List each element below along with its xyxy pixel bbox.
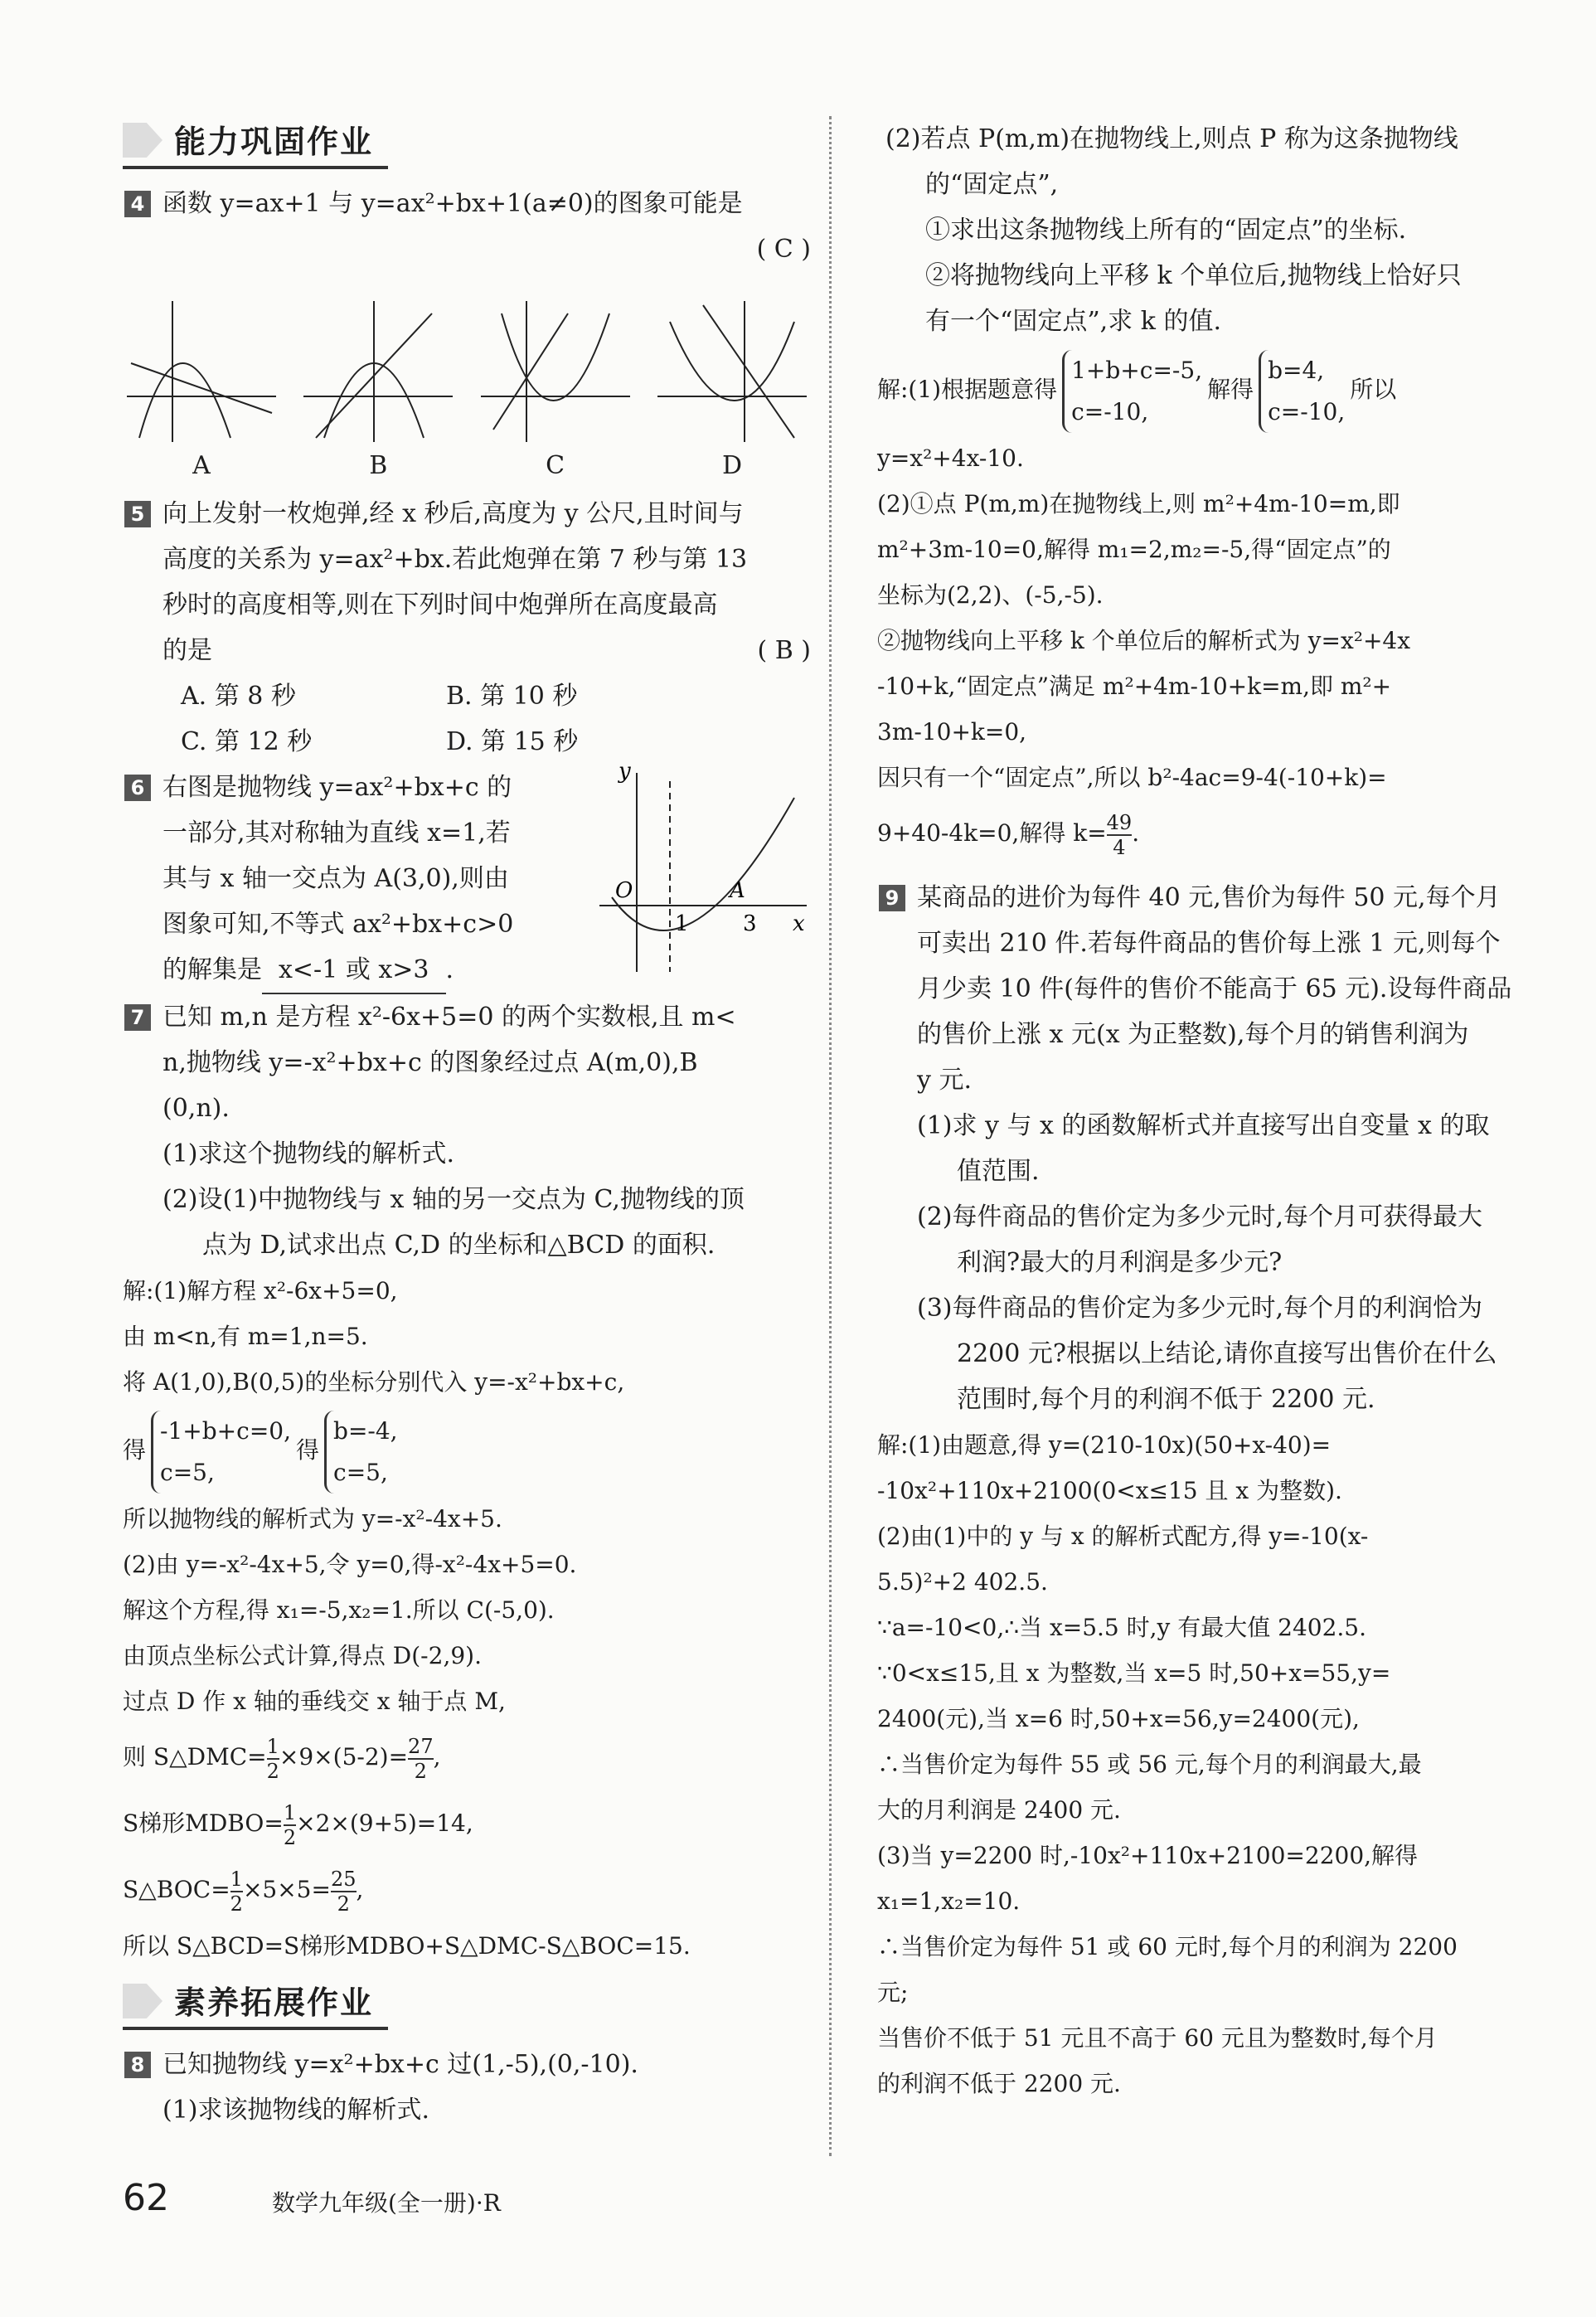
area-boc: S△BOC= $\frac{1}{2}$ ×5×5= $\frac{25}{2}$ , bbox=[123, 1867, 364, 1916]
question-number: 9 bbox=[879, 885, 905, 911]
sub-question: 值范围. bbox=[957, 1157, 1040, 1186]
solution-line: (2)①点 P(m,m)在抛物线上,则 m²+4m-10=m,即 bbox=[877, 490, 1400, 517]
solution-line: 大的月利润是 2400 元. bbox=[877, 1796, 1121, 1824]
sub-question: (1)求该抛物线的解析式. bbox=[163, 2096, 430, 2125]
question-6 bbox=[123, 765, 811, 994]
sub-question: 的“固定点”, bbox=[925, 170, 1059, 199]
question-7 bbox=[123, 994, 811, 1268]
solution-system: 得 -1+b+c=0, c=5, 得 b=-4, c=5, bbox=[123, 1405, 811, 1496]
solution-line: 9+40-4k=0,解得 k= $\frac{49}{4}$ . bbox=[877, 810, 1140, 859]
question-8-continued bbox=[877, 116, 1540, 344]
solution-line: ∴当售价定为每件 51 或 60 元时,每个月的利润为 2200 bbox=[877, 1933, 1458, 1960]
sub-question: ②将抛物线向上平移 k 个单位后,抛物线上恰好只 bbox=[925, 261, 1462, 290]
graph-option-d bbox=[653, 297, 811, 483]
q8-solution bbox=[877, 344, 1540, 867]
solution-line: ∵0<x≤15,且 x 为整数,当 x=5 时,50+x=55,y= bbox=[877, 1659, 1391, 1687]
solution-line: 由 m<n,有 m=1,n=5. bbox=[123, 1323, 368, 1350]
solution-line: y=x²+4x-10. bbox=[877, 444, 1024, 472]
solution-line: ∵a=-10<0,∴当 x=5.5 时,y 有最大值 2402.5. bbox=[877, 1614, 1367, 1641]
question-5 bbox=[123, 491, 811, 673]
section-arrow-icon bbox=[123, 123, 163, 158]
solution-line: 所以抛物线的解析式为 y=-x²-4x+5. bbox=[123, 1505, 502, 1533]
graph-label: C bbox=[546, 451, 565, 480]
option-d: D. 第 15 秒 bbox=[446, 727, 579, 756]
right-column bbox=[877, 116, 1540, 2106]
solution-line: 的利润不低于 2200 元. bbox=[877, 2070, 1121, 2097]
question-text-line: n,抛物线 y=-x²+bx+c 的图象经过点 A(m,0),B bbox=[163, 1048, 698, 1077]
question-text-line: 一部分,其对称轴为直线 x=1,若 bbox=[163, 818, 511, 848]
question-number: 4 bbox=[124, 191, 151, 217]
solution-line: 3m-10+k=0, bbox=[877, 718, 1027, 746]
solution-line: 由顶点坐标公式计算,得点 D(-2,9). bbox=[123, 1642, 482, 1669]
question-text-line: 高度的关系为 y=ax²+bx.若此炮弹在第 7 秒与第 13 bbox=[163, 545, 748, 574]
question-text-line: 图象可知,不等式 ax²+bx+c>0 bbox=[163, 910, 514, 939]
solution-line: ∴当售价定为每件 55 或 56 元,每个月的利润最大,最 bbox=[877, 1751, 1422, 1778]
solution-line: 5.5)²+2 402.5. bbox=[877, 1568, 1048, 1596]
tick-label-3: 3 bbox=[743, 911, 757, 936]
graph-option-b bbox=[299, 297, 457, 483]
sub-question: 2200 元?根据以上结论,请你直接写出售价在什么 bbox=[957, 1339, 1497, 1368]
sub-question: (1)求 y 与 x 的函数解析式并直接写出自变量 x 的取 bbox=[917, 1111, 1490, 1140]
q4-graph-options bbox=[123, 297, 811, 483]
question-text-line: 某商品的进价为每件 40 元,售价为每件 50 元,每个月 bbox=[917, 883, 1501, 912]
equation-system: b=4, c=-10, bbox=[1259, 350, 1345, 433]
graph-d-plot bbox=[653, 297, 811, 446]
question-number: 8 bbox=[124, 2052, 151, 2078]
solution-line: (2)由 y=-x²-4x+5,令 y=0,得-x²-4x+5=0. bbox=[123, 1551, 577, 1578]
q7-solution bbox=[123, 1268, 811, 1969]
graph-option-c bbox=[477, 297, 634, 483]
question-text-line: 右图是抛物线 y=ax²+bx+c 的 bbox=[163, 773, 512, 802]
question-text-line: 向上发射一枚炮弹,经 x 秒后,高度为 y 公尺,且时间与 bbox=[163, 499, 744, 528]
question-text-line: 月少卖 10 件(每件的售价不能高于 65 元).设每件商品 bbox=[917, 974, 1512, 1003]
answer: ( B ) bbox=[757, 636, 811, 665]
sub-question: 点为 D,试求出点 C,D 的坐标和△BCD 的面积. bbox=[202, 1231, 716, 1260]
answer: ( C ) bbox=[756, 235, 811, 264]
sub-question: 有一个“固定点”,求 k 的值. bbox=[925, 307, 1221, 336]
equation-system: 1+b+c=-5, c=-10, bbox=[1062, 350, 1202, 433]
footer-book-title: 数学九年级(全一册)·R bbox=[272, 2189, 501, 2217]
question-text: 已知抛物线 y=x²+bx+c 过(1,-5),(0,-10). bbox=[163, 2050, 638, 2079]
question-8 bbox=[123, 2042, 811, 2133]
section-header-ability bbox=[123, 116, 811, 174]
sub-question: (2)设(1)中抛物线与 x 轴的另一交点为 C,抛物线的顶 bbox=[163, 1185, 745, 1214]
question-text-line: 其与 x 轴一交点为 A(3,0),则由 bbox=[163, 864, 509, 893]
graph-a-plot bbox=[123, 297, 280, 446]
area-dmc: 则 S△DMC= $\frac{1}{2}$ ×9×(5-2)= $\frac{27}{2}$ , bbox=[123, 1734, 441, 1783]
question-text-line: 的解集是 x<-1 或 x>3 . bbox=[163, 947, 811, 994]
equation-system: -1+b+c=0, c=5, bbox=[151, 1411, 291, 1494]
question-text-line: 的售价上涨 x 元(x 为正整数),每个月的销售利润为 bbox=[917, 1020, 1469, 1049]
solution-line: m²+3m-10=0,解得 m₁=2,m₂=-5,得“固定点”的 bbox=[877, 536, 1391, 563]
sub-question: 利润?最大的月利润是多少元? bbox=[957, 1248, 1283, 1277]
solution-line: 2400(元),当 x=6 时,50+x=56,y=2400(元), bbox=[877, 1705, 1360, 1732]
sub-question: (2)每件商品的售价定为多少元时,每个月可获得最大 bbox=[917, 1202, 1483, 1231]
section-title: 素养拓展作业 bbox=[174, 1984, 374, 2021]
origin-label: O bbox=[615, 878, 633, 903]
solution-line: 过点 D 作 x 轴的垂线交 x 轴于点 M, bbox=[123, 1688, 506, 1715]
q5-options bbox=[123, 673, 811, 765]
solution-line: 将 A(1,0),B(0,5)的坐标分别代入 y=-x²+bx+c, bbox=[123, 1368, 625, 1396]
solution-line: ②抛物线向上平移 k 个单位后的解析式为 y=x²+4x bbox=[877, 627, 1411, 654]
solution-line: (3)当 y=2200 时,-10x²+110x+2100=2200,解得 bbox=[877, 1842, 1419, 1869]
x-axis-label: x bbox=[793, 911, 805, 936]
solution-line: 解:(1)解方程 x²-6x+5=0, bbox=[123, 1277, 398, 1304]
solution-line: 解:(1)由题意,得 y=(210-10x)(50+x-40)= bbox=[877, 1431, 1332, 1459]
solution-line: 因只有一个“固定点”,所以 b²-4ac=9-4(-10+k)= bbox=[877, 764, 1387, 791]
question-text-line: 已知 m,n 是方程 x²-6x+5=0 的两个实数根,且 m< bbox=[163, 1003, 736, 1032]
answer-blank: x<-1 或 x>3 bbox=[262, 947, 446, 994]
solution-line: -10x²+110x+2100(0<x≤15 且 x 为整数). bbox=[877, 1477, 1342, 1504]
question-text: 函数 y=ax+1 与 y=ax²+bx+1(a≠0)的图象可能是 bbox=[163, 189, 743, 218]
sub-question: (3)每件商品的售价定为多少元时,每个月的利润恰为 bbox=[917, 1294, 1483, 1323]
section-title: 能力巩固作业 bbox=[174, 124, 374, 160]
solution-line: 坐标为(2,2)、(-5,-5). bbox=[877, 581, 1104, 609]
graph-b-plot bbox=[299, 297, 457, 446]
left-column bbox=[123, 116, 811, 2133]
equation-system: b=-4, c=5, bbox=[324, 1411, 398, 1494]
area-mdbo: S梯形MDBO= $\frac{1}{2}$ ×2×(9+5)=14, bbox=[123, 1800, 473, 1849]
tick-label-1: 1 bbox=[675, 911, 689, 936]
question-number: 5 bbox=[124, 501, 151, 527]
question-4 bbox=[123, 181, 811, 272]
question-text-line: 可卖出 210 件.若每件商品的售价每上涨 1 元,则每个 bbox=[917, 929, 1501, 958]
graph-option-a bbox=[123, 297, 280, 483]
graph-label: D bbox=[721, 451, 743, 480]
column-divider bbox=[829, 116, 832, 2156]
sub-question: ①求出这条抛物线上所有的“固定点”的坐标. bbox=[925, 216, 1407, 245]
solution-line: x₁=1,x₂=10. bbox=[877, 1887, 1021, 1915]
option-c: C. 第 12 秒 bbox=[181, 727, 313, 756]
page-number: 62 bbox=[123, 2177, 169, 2219]
section-header-extension bbox=[123, 1977, 811, 2035]
point-a-label: A bbox=[730, 878, 745, 903]
option-a: A. 第 8 秒 bbox=[181, 682, 296, 711]
question-text-line: 的是 ( B ) bbox=[163, 628, 811, 673]
solution-line: 所以 S△BCD=S梯形MDBO+S△DMC-S△BOC=15. bbox=[123, 1932, 691, 1960]
sub-question: (1)求这个抛物线的解析式. bbox=[163, 1139, 455, 1168]
graph-c-plot bbox=[477, 297, 634, 446]
graph-label: B bbox=[369, 451, 388, 480]
question-text-line: (0,n). bbox=[163, 1094, 230, 1123]
question-text-line: 秒时的高度相等,则在下列时间中炮弹所在高度最高 bbox=[163, 590, 718, 619]
solution-line: (2)由(1)中的 y 与 x 的解析式配方,得 y=-10(x- bbox=[877, 1523, 1369, 1550]
question-9 bbox=[877, 875, 1540, 1422]
question-number: 7 bbox=[124, 1004, 151, 1031]
solution-line: -10+k,“固定点”满足 m²+4m-10+k=m,即 m²+ bbox=[877, 673, 1392, 700]
solution-line: 当售价不低于 51 元且不高于 60 元且为整数时,每个月 bbox=[877, 2024, 1438, 2052]
solution-line: 解这个方程,得 x₁=-5,x₂=1.所以 C(-5,0). bbox=[123, 1596, 555, 1624]
graph-label: A bbox=[192, 451, 211, 480]
q6-parabola-figure bbox=[595, 765, 811, 980]
option-b: B. 第 10 秒 bbox=[446, 682, 578, 711]
q9-solution bbox=[877, 1422, 1540, 2106]
question-number: 6 bbox=[124, 775, 151, 801]
question-text-line: y 元. bbox=[917, 1066, 973, 1095]
section-arrow-icon bbox=[123, 1984, 163, 2018]
y-axis-label: y bbox=[619, 765, 631, 784]
sub-question: 范围时,每个月的利润不低于 2200 元. bbox=[957, 1385, 1375, 1414]
solution-line: 元; bbox=[877, 1979, 909, 2006]
sub-question: (2)若点 P(m,m)在抛物线上,则点 P 称为这条抛物线 bbox=[885, 124, 1458, 153]
solution-system: 解:(1)根据题意得 1+b+c=-5, c=-10, 解得 b=4, c=-10, 所以 bbox=[877, 344, 1540, 435]
